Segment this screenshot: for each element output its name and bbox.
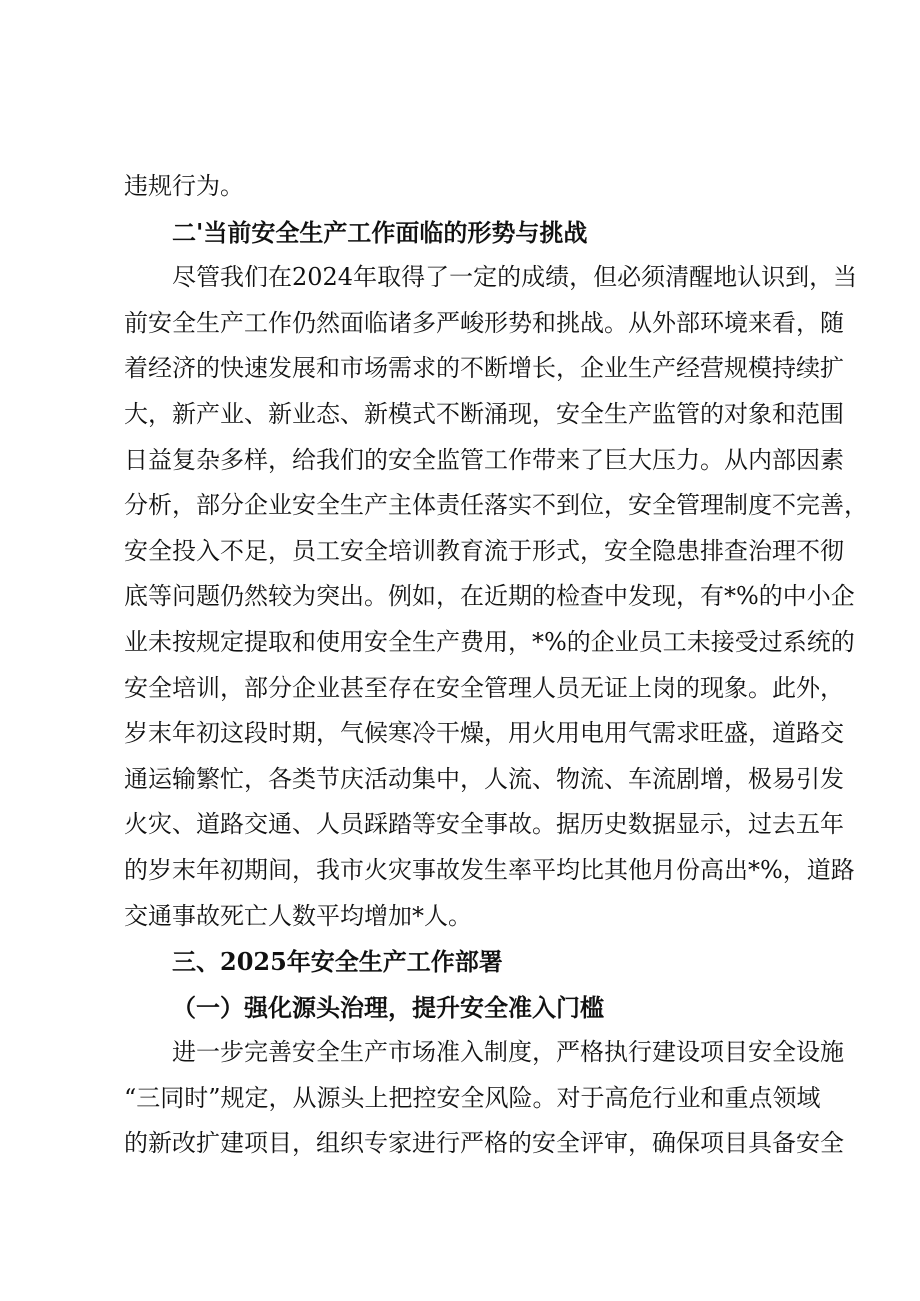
paragraph-line: 安全投入不足，员工安全培训教育流于形式，安全隐患排查治理不彻: [124, 536, 844, 565]
subsection-heading-3-1: （一）强化源头治理，提升安全准入门槛: [172, 992, 604, 1022]
section-heading-2: 二'当前安全生产工作面临的形势与挑战: [172, 217, 588, 247]
paragraph-line: 交通事故死亡人数平均增加*人。: [124, 901, 472, 930]
paragraph-line: 的岁末年初期间，我市火灾事故发生率平均比其他月份高出*%，道路: [124, 855, 855, 884]
paragraph-line: 前安全生产工作仍然面临诸多严峻形势和挑战。从外部环境来看，随: [124, 308, 844, 337]
paragraph-line: 底等问题仍然较为突出。例如，在近期的检查中发现，有*%的中小企: [124, 582, 855, 611]
paragraph-line: 通运输繁忙，各类节庆活动集中，人流、物流、车流剧增，极易引发: [124, 764, 844, 793]
paragraph-line: 着经济的快速发展和市场需求的不断增长，企业生产经营规模持续扩: [124, 354, 844, 383]
paragraph-line: 日益复杂多样，给我们的安全监管工作带来了巨大压力。从内部因素: [124, 445, 844, 474]
paragraph-line: 尽管我们在2024年取得了一定的成绩，但必须清醒地认识到，当: [172, 263, 858, 292]
paragraph-line: “三同时”规定，从源头上把控安全风险。对于高危行业和重点领域: [124, 1083, 821, 1112]
paragraph-line: 进一步完善安全生产市场准入制度，严格执行建设项目安全设施: [172, 1038, 844, 1067]
document-page: [124, 164, 868, 1167]
paragraph-line: 分析，部分企业安全生产主体责任落实不到位，安全管理制度不完善，: [124, 491, 868, 520]
paragraph-line: 岁末年初这段时期，气候寒冷干燥，用火用电用气需求旺盛，道路交: [124, 719, 844, 748]
paragraph-line: 违规行为。: [124, 172, 244, 200]
paragraph-line: 的新改扩建项目，组织专家进行严格的安全评审，确保项目具备安全: [124, 1129, 844, 1158]
paragraph-situation: [124, 255, 868, 939]
paragraph-line: 火灾、道路交通、人员踩踏等安全事故。据历史数据显示，过去五年: [124, 810, 844, 839]
paragraph-line: 大，新产业、新业态、新模式不断涌现，安全生产监管的对象和范围: [124, 399, 844, 428]
section-heading-3: 三、2025年安全生产工作部署: [172, 947, 503, 977]
paragraph-line: 业未按规定提取和使用安全生产费用，*%的企业员工未接受过系统的: [124, 627, 855, 656]
paragraph-source-governance: [124, 1030, 844, 1167]
paragraph-line: 安全培训，部分企业甚至存在安全管理人员无证上岗的现象。此外，: [124, 673, 844, 702]
